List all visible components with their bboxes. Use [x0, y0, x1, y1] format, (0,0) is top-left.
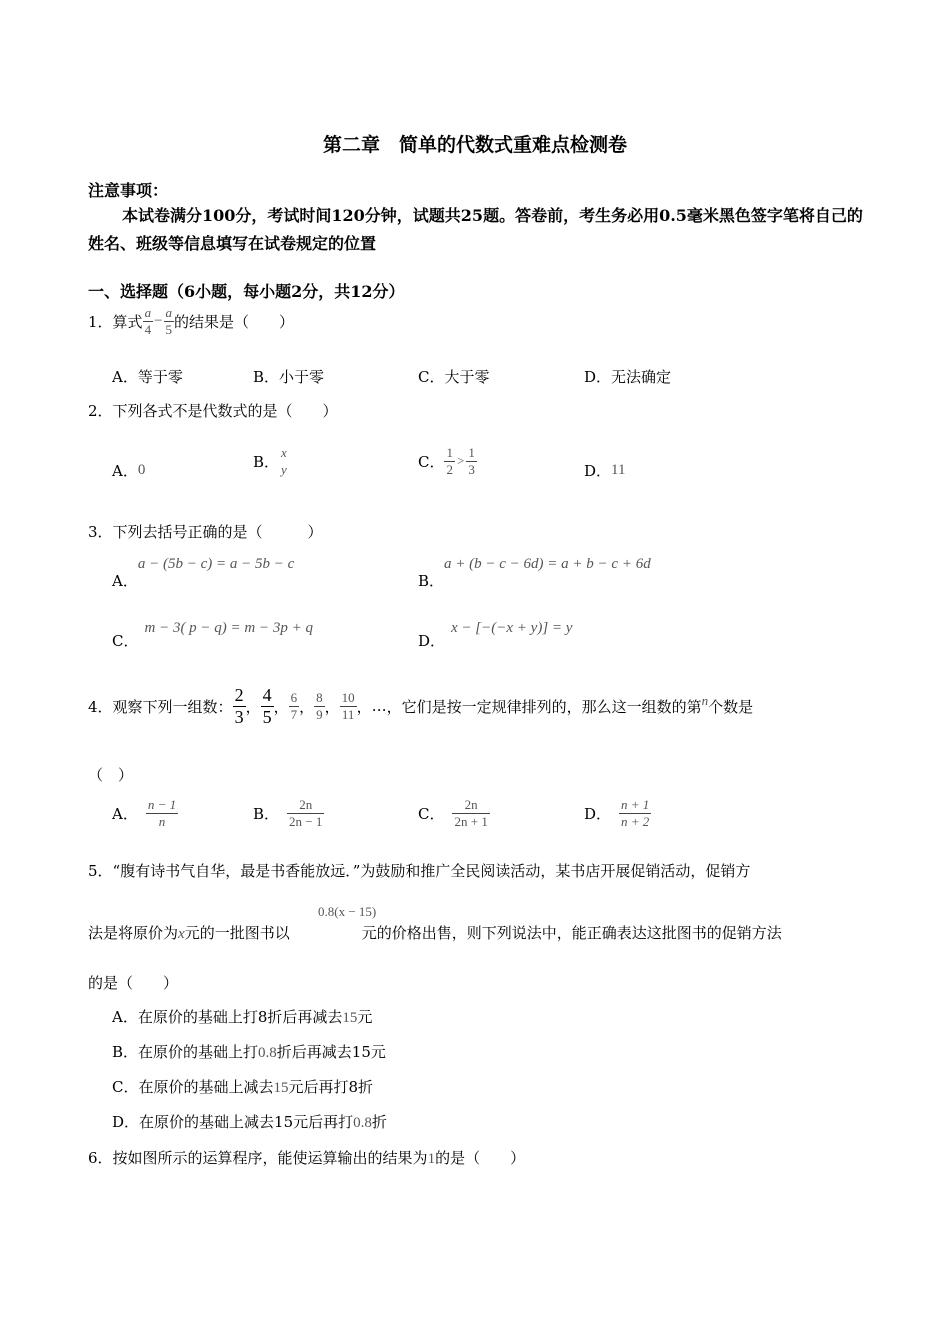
option-d[interactable] [418, 620, 572, 651]
option-d[interactable] [584, 798, 651, 828]
option-value: 15 [273, 1080, 289, 1096]
fraction [261, 686, 274, 727]
question-text: 个数是 [708, 697, 754, 716]
question-4-stem [88, 676, 753, 736]
option-text: 元 [357, 1008, 373, 1026]
numerator: n − 1 [147, 797, 177, 812]
question-text: 算式 [112, 312, 143, 331]
separator: ， [273, 697, 289, 716]
option-label: D． [584, 462, 612, 480]
numerator: a [144, 305, 152, 320]
numerator: 10 [341, 689, 355, 705]
result-value: 1 [427, 1151, 436, 1167]
variable-x: x [178, 926, 185, 942]
denominator: 7 [290, 706, 298, 722]
denominator: 4 [144, 321, 152, 337]
fraction [444, 446, 455, 476]
denominator: 3 [468, 461, 475, 477]
minus-sign: − [154, 312, 163, 329]
fraction [619, 798, 651, 828]
option-c[interactable] [418, 798, 490, 828]
option-label: B． [253, 804, 280, 823]
fraction [466, 446, 477, 476]
numerator: 6 [290, 689, 298, 705]
option-text: C．在原价的基础上减去 [112, 1078, 274, 1096]
option-a[interactable]: A．等于零 [112, 368, 183, 386]
fraction [143, 306, 154, 336]
numerator: x [281, 444, 287, 460]
fraction [289, 691, 300, 721]
option-b[interactable]: B．小于零 [253, 368, 325, 386]
separator: ， [356, 697, 372, 716]
numerator: a [165, 305, 173, 320]
question-1-stem [88, 306, 294, 336]
option-label: D． [418, 632, 446, 650]
option-b[interactable] [112, 1041, 386, 1062]
option-text: D．在原价的基础上减去15元后再打 [112, 1113, 354, 1131]
numerator: 2 [234, 684, 244, 705]
option-value: 0.8 [353, 1115, 372, 1131]
question-3-stem [88, 521, 323, 542]
denominator: y [281, 461, 287, 477]
option-b[interactable] [253, 798, 324, 828]
option-label: C． [418, 452, 445, 471]
option-d[interactable] [112, 1111, 387, 1132]
denominator: 2n + 1 [454, 813, 488, 829]
fraction [164, 306, 175, 336]
question-text: 下列去括号正确的是（ ） [112, 523, 323, 541]
option-expression: x − [−(−x + y)] = y [451, 620, 573, 636]
separator: ， [245, 697, 261, 716]
option-value: 0.8 [258, 1045, 277, 1061]
option-label: C． [112, 632, 139, 650]
option-a[interactable] [112, 460, 145, 481]
question-number: 5． [88, 862, 113, 880]
option-label: A． [112, 572, 138, 590]
option-value: 11 [611, 462, 626, 478]
option-text: 折后再减去15元 [276, 1043, 386, 1061]
fraction [146, 798, 178, 828]
option-label: D． [584, 804, 612, 823]
option-label: A． [112, 462, 138, 480]
denominator: 9 [316, 706, 323, 722]
question-number: 2． [88, 402, 113, 420]
option-c[interactable] [418, 436, 477, 486]
question-5-line-2 [88, 922, 782, 943]
option-c[interactable] [112, 620, 313, 651]
numerator: 8 [316, 689, 323, 705]
page-title: 第二章 简单的代数式重难点检测卷 [322, 134, 627, 156]
question-text-suffix: 的结果是（ ） [174, 312, 295, 331]
notice-body: 本试卷满分100分，考试时间120分钟，试题共25题。答卷前，考生务必用0.5毫米黑色签字笔将自己的姓名、班级等信息填写在试卷规定的位置 [88, 206, 863, 253]
denominator: n + 2 [621, 813, 650, 829]
option-d[interactable] [584, 460, 625, 481]
answer-paren: （ ） [88, 766, 134, 784]
option-expression: m − 3( p − q) = m − 3p + q [144, 620, 313, 636]
option-value: 0 [137, 462, 146, 478]
numerator: 1 [468, 444, 475, 460]
option-d[interactable]: D．无法确定 [584, 368, 672, 386]
question-2-stem [88, 400, 338, 421]
price-expression: 0.8(x − 15) [318, 904, 377, 919]
section-heading: 一、选择题（6小题，每小题2分，共12分） [88, 282, 405, 301]
fraction [233, 686, 246, 727]
question-text: 法是将原价为 [88, 924, 179, 942]
question-6-stem [88, 1147, 525, 1168]
option-expression: a + (b − c − 6d) = a + b − c + 6d [444, 556, 651, 572]
denominator: 2n − 1 [289, 813, 323, 829]
separator: ， [299, 697, 315, 716]
option-expression: a − (5b − c) = a − 5b − c [137, 556, 295, 572]
fraction [287, 798, 324, 828]
denominator: 11 [341, 706, 355, 722]
option-value: 15 [342, 1010, 358, 1026]
question-text: 元的价格出售，则下列说法中，能正确表达这批图书的促销方法 [361, 924, 782, 942]
option-label: A． [112, 804, 138, 823]
fraction [452, 798, 489, 828]
option-b[interactable] [418, 556, 651, 591]
option-a[interactable] [112, 556, 294, 591]
denominator: 5 [165, 321, 173, 337]
question-number: 6． [88, 1149, 113, 1167]
question-text: 观察下列一组数： [112, 697, 233, 716]
question-text: “腹有诗书气自华，最是书香能放远．”为鼓励和推广全民阅读活动，某书店开展促销活动，促销方 [112, 862, 751, 880]
option-text: 折 [371, 1113, 387, 1131]
question-text: 元的一批图书以 [184, 924, 290, 942]
fraction [314, 691, 325, 721]
question-text: ，它们是按一定规律排列的，那么这一组数的第 [386, 697, 702, 716]
numerator: n + 1 [621, 797, 650, 812]
option-label: B． [418, 572, 445, 590]
option-label: B． [253, 452, 280, 471]
numerator: 2n [464, 797, 478, 812]
variable-n: n [701, 693, 709, 708]
question-5-line-1 [88, 860, 750, 881]
question-number: 3． [88, 523, 113, 541]
question-number: 1． [88, 312, 113, 331]
option-text: 元后再打8折 [288, 1078, 374, 1096]
separator: ， [324, 697, 340, 716]
option-label: C． [418, 804, 445, 823]
denominator: 5 [262, 706, 272, 727]
numerator: 2n [299, 797, 313, 812]
question-text: 下列各式不是代数式的是（ ） [112, 402, 338, 420]
fraction [340, 691, 357, 721]
option-a[interactable] [112, 798, 178, 828]
option-text: A．在原价的基础上打8折后再减去 [112, 1008, 343, 1026]
question-text: 按如图所示的运算程序，能使运算输出的结果为 [112, 1149, 428, 1167]
numerator: 1 [446, 444, 453, 460]
numerator: 4 [262, 684, 272, 705]
denominator: 2 [446, 461, 453, 477]
notice-heading: 注意事项： [88, 181, 169, 200]
greater-than-sign: > [456, 453, 465, 468]
question-5-line-3: 的是（ ） [88, 974, 179, 992]
option-c[interactable] [112, 1076, 373, 1097]
denominator: n [158, 813, 166, 829]
option-text: B．在原价的基础上打 [112, 1043, 259, 1061]
option-b[interactable] [253, 436, 289, 486]
option-a[interactable] [112, 1006, 372, 1027]
ellipsis: … [371, 697, 387, 715]
question-number: 4． [88, 697, 113, 716]
option-c[interactable]: C．大于零 [418, 368, 490, 386]
question-text: 的是（ ） [435, 1149, 526, 1167]
denominator: 3 [234, 706, 244, 727]
fraction [279, 446, 289, 476]
